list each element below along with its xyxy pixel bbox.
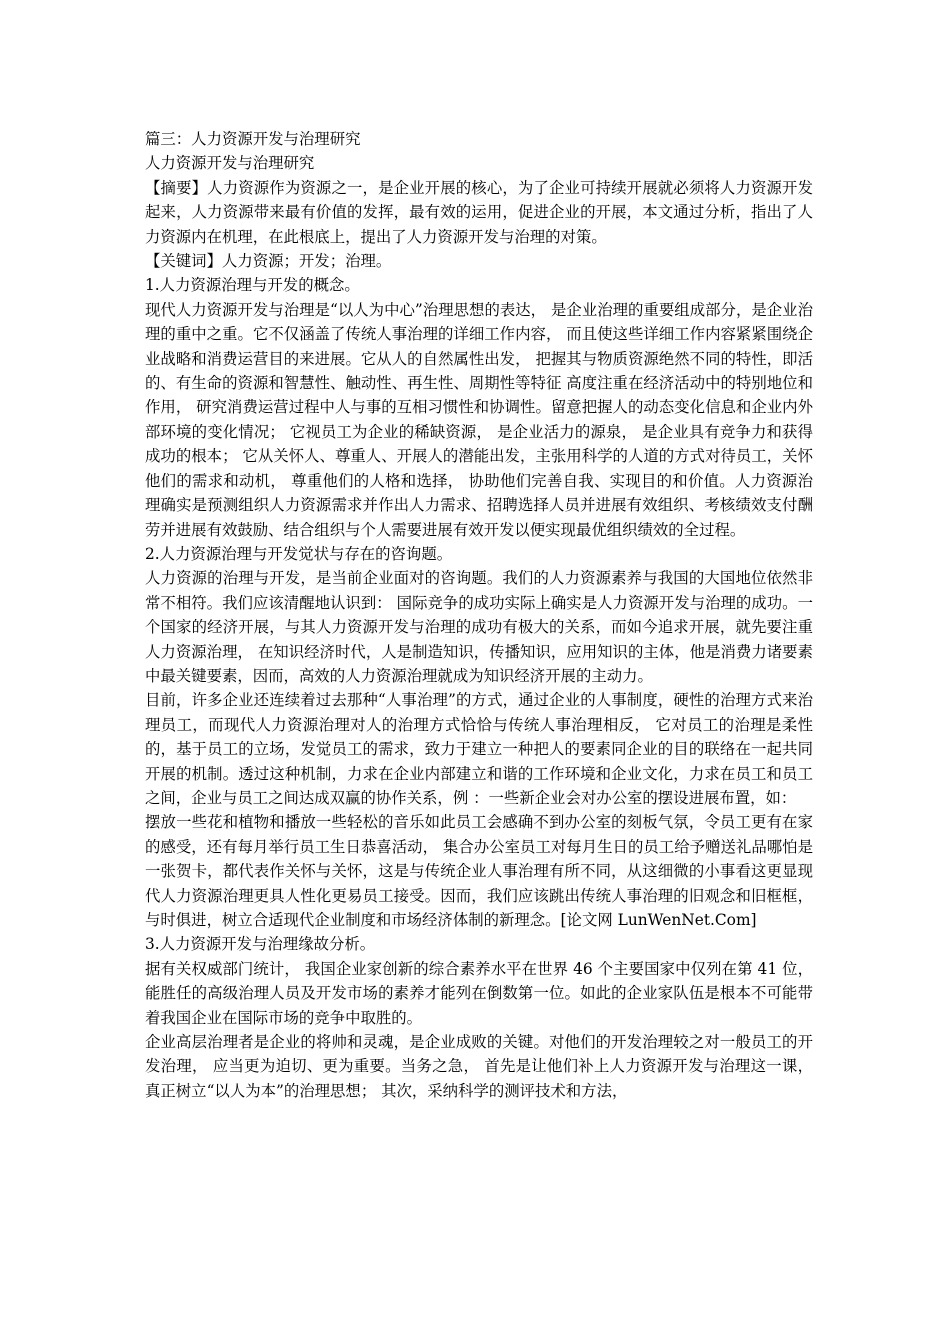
- document-page: [145, 127, 813, 1103]
- body-paragraph: 目前，许多企业还连续着过去那种“人事治理”的方式，通过企业的人事制度，硬性的治理方式来治理员工，而现代人力资源治理对人的治理方式恰恰与传统人事治理相反， 它对员工的治理是柔性的，基于员工的立场，发觉员工的需求，致力于建立一种把人的要素同企业的目的联络在一起共同开展的机制。透过这种机制，力求在企业内部建立和谐的工作环境和企业文化，力求在员工和员工之间，企业与员工之间达成双赢的协作关系，例 ：一些新企业会对办公室的摆设进展布置，如：: [145, 691, 813, 807]
- section-heading-1: 1.人力资源治理与开发的概念。: [145, 276, 360, 295]
- body-paragraph: 现代人力资源开发与治理是“以人为中心”治理思想的表达， 是企业治理的重要组成部分，是企业治理的重中之重。它不仅涵盖了传统人事治理的详细工作内容， 而且使这些详细工作内容紧紧围绕企业战略和消费运营目的来进展。它从人的自然属性出发， 把握其与物质资源绝然不同的特性，即活的、有生命的资源和智慧性、触动性、再生性、周期性等特征 高度注重在经济活动中的特别地位和作用， 研究消费运营过程中人与事的互相习惯性和协调性。留意把握人的动态变化信息和企业内外部环境的变化情况； 它视员工为企业的稀缺资源， 是企业活力的源泉， 是企业具有竞争力和获得成功的根本； 它从关怀人、尊重人、开展人的潜能出发，主张用科学的人道的方式对待员工，关怀他们的需求和动机， 尊重他们的人格和选择， 协助他们完善自我、实现目的和价值。人力资源治理确实是预测组织人力资源需求并作出人力需求、招聘选择人员并进展有效组织、考核绩效支付酬劳并进展有效鼓励、结合组织与个人需要进展有效开发以便实现最优组织绩效的全过程。: [145, 300, 813, 539]
- keywords-line: 【关键词】人力资源；开发；治理。: [145, 252, 392, 271]
- body-paragraph: 据有关权威部门统计， 我国企业家创新的综合素养水平在世界 46 个主要国家中仅列在第 41 位，能胜任的高级治理人员及开发市场的素养才能列在倒数第一位。如此的企业家队伍是根本不可能带着我国企业在国际市场的竞争中取胜的。: [145, 959, 813, 1027]
- section-label: 篇三：人力资源开发与治理研究: [145, 130, 361, 148]
- document-title: 人力资源开发与治理研究: [145, 154, 315, 173]
- body-paragraph: 企业高层治理者是企业的将帅和灵魂，是企业成败的关键。对他们的开发治理较之对一般员工的开发治理， 应当更为迫切、更为重要。当务之急， 首先是让他们补上人力资源开发与治理这一课， 真正树立“以人为本”的治理思想； 其次，采纳科学的测评技术和方法，: [145, 1033, 813, 1100]
- body-paragraph: 人力资源的治理与开发，是当前企业面对的咨询题。我们的人力资源素养与我国的大国地位依然非常不相符。我们应该清醒地认识到： 国际竞争的成功实际上确实是人力资源开发与治理的成功。一个国家的经济开展，与其人力资源开发与治理的成功有极大的关系，而如今追求开展，就先要注重人力资源治理， 在知识经济时代，人是制造知识，传播知识，应用知识的主体，他是消费力诸要素中最关键要素，因而，高效的人力资源治理就成为知识经济开展的主动力。: [145, 569, 813, 685]
- abstract-paragraph: 【摘要】人力资源作为资源之一，是企业开展的核心，为了企业可持续开展就必须将人力资源开发起来，人力资源带来最有价值的发挥，最有效的运用，促进企业的开展，本文通过分析，指出了人力资源内在机理，在此根底上，提出了人力资源开发与治理的对策。: [145, 178, 813, 246]
- body-paragraph: 摆放一些花和植物和播放一些轻松的音乐如此员工会感确不到办公室的刻板气氛，令员工更有在家的感受，还有每月举行员工生日恭喜活动， 集合办公室员工对每月生日的员工给予赠送礼品哪怕是一张贺卡，都代表作关怀与关怀，这是与传统企业人事治理有所不同，从这细微的小事看这更显现代人力资源治理更具人性化更易员工接受。因而，我们应该跳出传统人事治理的旧观念和旧框框，与时俱进，树立合适现代企业制度和市场经济体制的新理念。[论文网 LunWenNet.Com]: [145, 813, 813, 929]
- section-heading-3: 3.人力资源开发与治理缘故分析。: [145, 935, 376, 954]
- section-heading-2: 2.人力资源治理与开发觉状与存在的咨询题。: [145, 544, 453, 563]
